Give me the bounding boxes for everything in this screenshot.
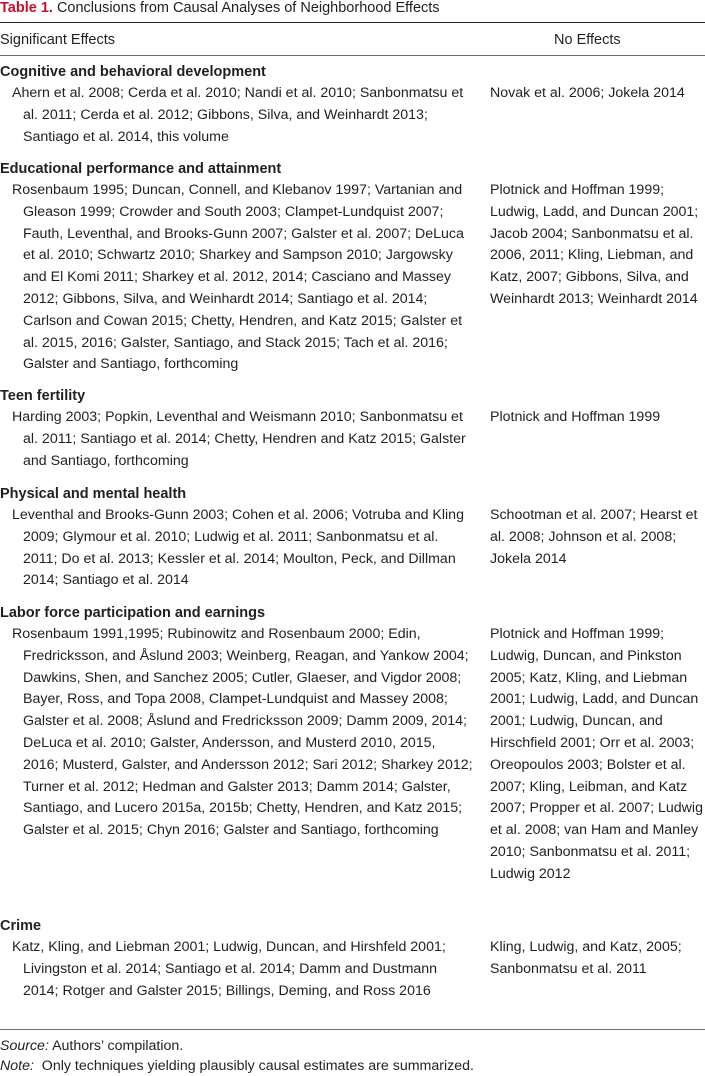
significant-effects-cell — [12, 407, 474, 472]
significant-effects-cell — [12, 180, 474, 376]
section-teen-fertility — [0, 386, 705, 476]
column-header-significant: Significant Effects — [0, 32, 115, 48]
section-title: Cognitive and behavioral development — [0, 64, 266, 80]
section-title: Crime — [0, 918, 42, 934]
table-title: Conclusions from Causal Analyses of Neighborhood Effects — [56, 0, 440, 16]
significant-effects-text: Katz, Kling, and Liebman 2001; Ludwig, Duncan, and Hirshfeld 2001; Livingston et al. 2014; Santiago et al. 2014; Damm and Dustmann 2014; Rotger and Galster 2015; Billings, Deming, and Ross 2016 — [12, 939, 446, 999]
source-label: Source: — [0, 1038, 49, 1054]
header-rule — [0, 55, 705, 56]
table-note — [0, 1056, 474, 1076]
significant-effects-cell — [12, 505, 474, 592]
no-effects-cell: Plotnick and Hoffman 1999; Ludwig, Duncan, and Pinkston 2005; Katz, Kling, and Liebman 2001; Ludwig, Ladd, and Duncan 2001; Ludwig, Duncan, and Hirschfield 2001; Orr et al. 2003; Oreopoulos 2003; Bolster et al. 2007; Kling, Leibman, and Katz 2007; Propper et al. 2007; Ludwig et al. 2008; van Ham and Manley 2010; Sanbonmatsu et al. 2011; Ludwig 2012 — [490, 626, 703, 882]
no-effects-cell: Schootman et al. 2007; Hearst et al. 2008; Johnson et al. 2008; Jokela 2014 — [490, 507, 698, 567]
source-text: Authors’ compilation. — [48, 1038, 184, 1054]
significant-effects-text: Rosenbaum 1995; Duncan, Connell, and Klebanov 1997; Vartanian and Gleason 1999; Crowder and South 2003; Clampet-Lundquist 2007; Fauth, Leventhal, and Brooks-Gunn 2007; Galster et al. 2007; DeLuca et al. 2010; Schwartz 2010; Sharkey and Sampson 2010; Jargowsky and El Komi 2011; Sharkey et al. 2012, 2014; Casciano and Massey 2012; Gibbons, Silva, and Weinhardt 2014; Santiago et al. 2014; Carlson and Cowan 2015; Chetty, Hendren, and Katz 2015; Galster et al. 2015, 2016; Galster, Santiago, and Stack 2015; Tach et al. 2016; Galster and Santiago, forthcoming — [12, 182, 464, 373]
table-label: Table 1. — [0, 0, 53, 16]
significant-effects-cell — [12, 83, 474, 148]
note-text: Only techniques yielding plausibly causal estimates are summarized. — [33, 1058, 474, 1074]
source-note — [0, 1036, 183, 1056]
top-rule — [0, 22, 705, 23]
section-title: Labor force participation and earnings — [0, 605, 266, 621]
section-cognitive — [0, 62, 705, 152]
section-title: Teen fertility — [0, 388, 86, 404]
significant-effects-cell — [12, 624, 474, 842]
section-educational — [0, 159, 705, 379]
section-title: Physical and mental health — [0, 486, 187, 502]
significant-effects-text: Harding 2003; Popkin, Leventhal and Weismann 2010; Sanbonmatsu et al. 2011; Santiago et al. 2014; Chetty, Hendren and Katz 2015; Galster and Santiago, forthcoming — [12, 409, 466, 469]
no-effects-cell: Plotnick and Hoffman 1999 — [490, 409, 661, 425]
no-effects-cell: Plotnick and Hoffman 1999; Ludwig, Ladd, and Duncan 2001; Jacob 2004; Sanbonmatsu et al. 2006, 2011; Kling, Liebman, and Katz, 2007; Gibbons, Silva, and Weinhardt 2013; Weinhardt 2014 — [490, 182, 699, 307]
significant-effects-cell — [12, 937, 474, 1002]
significant-effects-text: Rosenbaum 1991,1995; Rubinowitz and Rosenbaum 2000; Edin, Fredricksson, and Åslund 2003; Weinberg, Reagan, and Yankow 2004; Dawkins, Shen, and Sanchez 2005; Cutler, Glaeser, and Vigdor 2008; Bayer, Ross, and Topa 2008, Clampet-Lundquist and Massey 2008; Galster et al. 2008; Åslund and Fredricksson 2009; Damm 2009, 2014; DeLuca et al. 2010; Galster, Andersson, and Musterd 2010, 2015, 2016; Musterd, Galster, and Andersson 2012; Sari 2012; Sharkey 2012; Turner et al. 2012; Hedman and Galster 2013; Damm 2014; Galster, Santiago, and Lucero 2015a, 2015b; Chetty, Hendren, and Katz 2015; Galster et al. 2015; Chyn 2016; Galster and Santiago, forthcoming — [12, 626, 473, 839]
column-header-no-effects: No Effects — [554, 32, 621, 48]
section-health — [0, 484, 705, 594]
section-labor-force — [0, 603, 705, 908]
section-crime — [0, 916, 705, 1026]
significant-effects-text: Ahern et al. 2008; Cerda et al. 2010; Nandi et al. 2010; Sanbonmatsu et al. 2011; Cerda et al. 2012; Gibbons, Silva, and Weinhardt 2013; Santiago et al. 2014, this volume — [12, 85, 464, 145]
no-effects-cell: Novak et al. 2006; Jokela 2014 — [490, 85, 685, 101]
note-label: Note: — [0, 1058, 34, 1074]
significant-effects-text: Leventhal and Brooks-Gunn 2003; Cohen et al. 2006; Votruba and Kling 2009; Glymour et al. 2010; Ludwig et al. 2011; Sanbonmatsu et al. 2011; Do et al. 2013; Kessler et al. 2014; Moulton, Peck, and Dillman 2014; Santiago et al. 2014 — [12, 507, 464, 589]
section-title: Educational performance and attainment — [0, 161, 282, 177]
no-effects-cell: Kling, Ludwig, and Katz, 2005; Sanbonmatsu et al. 2011 — [490, 939, 682, 977]
table-caption — [0, 0, 705, 20]
bottom-rule — [0, 1029, 705, 1030]
